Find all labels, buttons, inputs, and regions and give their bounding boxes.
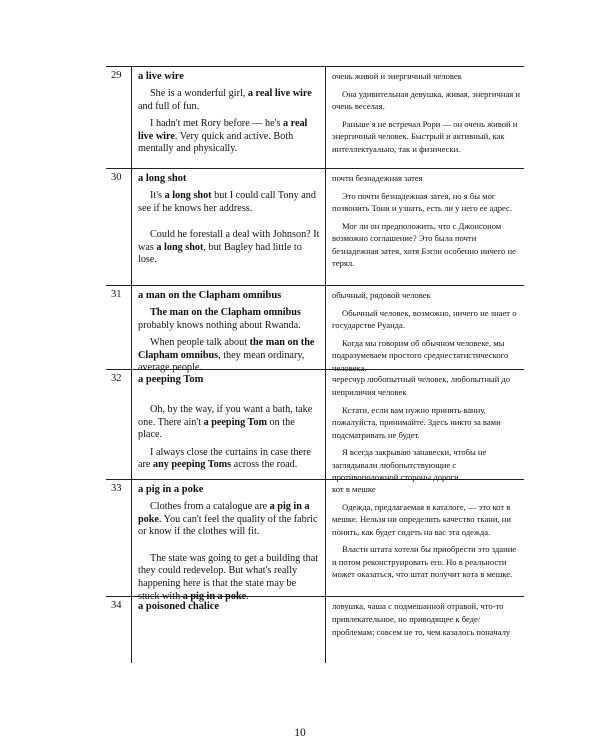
- english-column: [132, 370, 326, 479]
- idiom-headword: a long shot: [138, 173, 187, 184]
- russian-example: Одежда, предлагаемая в каталоге, — это кот в мешке. Нельзя ни определить качество ткани, ни понять, как будет сидеть на вас эта одежда.: [332, 502, 511, 537]
- russian-column: [326, 370, 524, 483]
- idiom-headword: a poisoned chalice: [138, 601, 220, 612]
- russian-example: Кстати, если вам нужно принять ванну, пожалуйста, принимайте. Здесь никто за вами подсматривать не будет.: [332, 405, 501, 440]
- russian-column: [326, 286, 524, 373]
- entry-number: 29: [106, 67, 132, 168]
- english-example: It's a long shot but I could call Tony and see if he knows her address.: [138, 190, 316, 214]
- entry-row: [106, 286, 524, 374]
- entry-row: [106, 480, 524, 602]
- entry-row: [106, 370, 524, 483]
- entry-row: [106, 597, 524, 663]
- russian-column: [326, 67, 524, 168]
- entry-row: [106, 169, 524, 286]
- english-example: I always close the curtains in case there are any peeping Toms across the road.: [138, 446, 311, 471]
- idiom-meaning: кот в мешке: [332, 484, 376, 494]
- idiom-headword: a peeping Tom: [138, 374, 204, 385]
- english-example: The state was going to get a building that they could redevelop. But what's really happening here is that the state may be stuck with a pig in a poke.: [138, 552, 319, 602]
- english-example: Clothes from a catalogue are a pig in a poke. You can't feel the quality of the fabric or know if the clothes will fit.: [138, 501, 318, 538]
- russian-example: Это почти безнадежная затея, но я бы мог позвонить Тони и узнать, есть ли у него ее адрес.: [332, 191, 513, 214]
- english-example: I hadn't met Rory before — he's a real live wire. Very quick and active. Both mentally and physically.: [138, 118, 308, 155]
- idiom-meaning: чересчур любопытный человек, любопытный до неприличия человек: [332, 374, 511, 397]
- english-column: [132, 480, 326, 602]
- russian-column: [326, 597, 524, 663]
- entry-number: 33: [106, 480, 132, 596]
- russian-example: Раньше я не встречал Рори — он очень живой и энергичный человек. Быстрый и активный, как интеллектуально, так и физически.: [332, 118, 518, 154]
- idiom-meaning: почти безнадежная затея: [332, 173, 423, 183]
- english-example: She is a wonderful girl, a real live wire and full of fun.: [138, 88, 312, 112]
- english-column: [132, 169, 326, 285]
- english-column: [132, 286, 326, 374]
- russian-example: Мог ли он предположить, что с Джонсоном возможно соглашение? Это была почти безнадежная затея, хотя Бэгли особенно ничего не терял.: [332, 220, 516, 269]
- english-column: [132, 597, 326, 663]
- english-column: [132, 67, 326, 168]
- english-example: Oh, by the way, if you want a bath, take one. There ain't a peeping Tom on the place.: [138, 404, 313, 441]
- idiom-headword: a live wire: [138, 71, 184, 82]
- entry-number: 32: [106, 370, 132, 479]
- entry-number: 31: [106, 286, 132, 369]
- russian-example: Когда мы говорим об обычном человеке, мы подразумеваем простого среднестатистического человека.: [332, 337, 509, 373]
- english-example: When people talk about the man on the Clapham omnibus, they mean ordinary, average people.: [138, 337, 315, 374]
- russian-example: Власти штата хотели бы приобрести это здание и потом реконструировать его. Но в реальности может оказаться, что штат получит кота в мешке.: [332, 544, 517, 580]
- entry-number: 30: [106, 169, 132, 285]
- idiom-headword: a man on the Clapham omnibus: [138, 290, 282, 301]
- idiom-meaning: обычный, рядовой человек: [332, 290, 431, 300]
- russian-example: Обычный человек, возможно, ничего не знает о государстве Руанда.: [332, 308, 517, 331]
- idiom-meaning: очень живой и энергичный человек: [332, 71, 462, 81]
- russian-example: Она удивительная девушка, живая, энергичная и очень веселая.: [332, 89, 520, 112]
- idiom-headword: a pig in a poke: [138, 484, 204, 495]
- entry-row: [106, 67, 524, 169]
- russian-example: Я всегда закрываю занавески, чтобы не заглядывали любопытствующие с противоположной стороны дороги.: [332, 447, 487, 483]
- russian-column: [326, 169, 524, 285]
- page-number: 10: [294, 727, 306, 739]
- russian-column: [326, 480, 524, 596]
- english-example: Could he forestall a deal with Johnson? It was a long shot, but Bagley had little to lose.: [138, 229, 320, 266]
- idiom-table: [106, 66, 524, 663]
- entry-number: 34: [106, 597, 132, 663]
- idiom-meaning: ловушка, чаша с подмешанной отравой, что-то привлекательное, но приводящее к беде/проблемам; совсем не то, чем казалось поначалу: [332, 601, 511, 637]
- english-example: The man on the Clapham omnibus probably knows nothing about Rwanda.: [138, 307, 301, 331]
